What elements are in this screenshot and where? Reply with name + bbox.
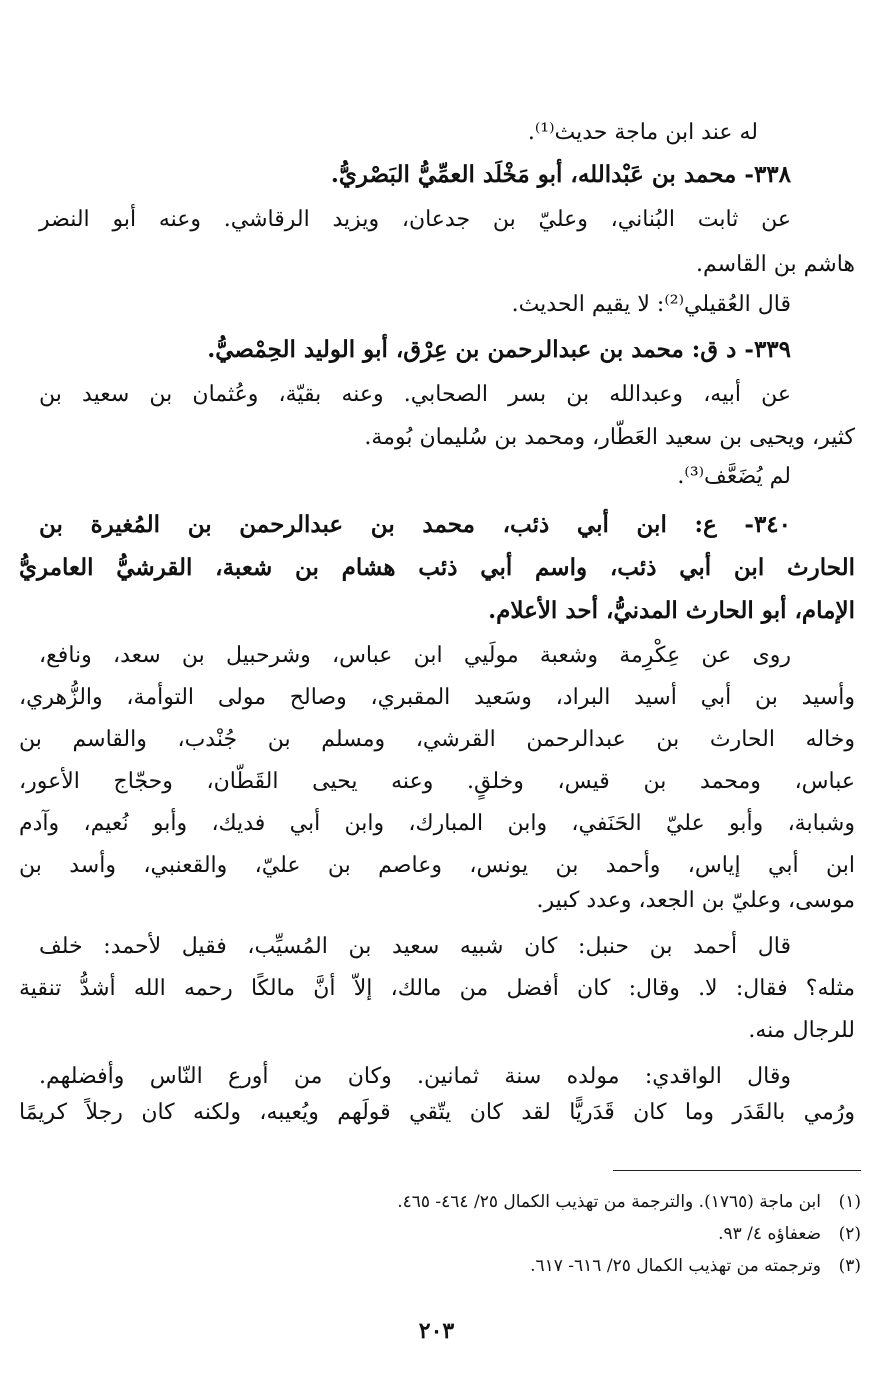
footnote-number: (٢) [838,1224,861,1244]
text-line: روى عن عِكْرِمة وشعبة مولَيي ابن عباس، وشرحبيل بن سعد، ونافع، [39,643,791,668]
text-line: قال العُقيلي⁽²⁾: لا يقيم الحديث. [511,292,791,317]
text-line: ورُمي بالقَدَر وما كان قَدَريًّا لقد كان يتّقي قولَهم ويُعيبه، ولكنه كان رجلاً كريمًا [19,1100,855,1125]
footnote-text: وترجمته من تهذيب الكمال ٢٥/ ٦١٦- ٦١٧. [530,1256,821,1276]
page-number: ٢٠٣ [418,1318,455,1344]
entry-heading-340-cont: الإمام، أبو الحارث المدنيُّ، أحد الأعلام. [488,597,855,624]
footnote-separator [613,1170,861,1171]
text-line: عباس، ومحمد بن قيس، وخلقٍ. وعنه يحيى القَطّان، وحجّاج الأعور، [19,769,855,794]
text-line: موسى، وعليّ بن الجعد، وعدد كبير. [536,888,855,913]
text-line: له عند ابن ماجة حديث⁽¹⁾. [527,120,758,145]
footnote-3 [530,1254,861,1278]
footnote-2 [718,1222,861,1246]
footnote-number: (١) [838,1192,861,1212]
text-line: ابن أبي إياس، وأحمد بن يونس، وعاصم بن عليّ، والقعنبي، وأسد بن [19,853,855,878]
text-line: لم يُضَعَّف⁽³⁾. [677,464,791,489]
entry-heading-340: ٣٤٠- ع: ابن أبي ذئب، محمد بن عبدالرحمن بن المُغيرة بن [39,511,791,538]
text-line: عن ثابت البُناني، وعليّ بن جدعان، ويزيد الرقاشي. وعنه أبو النضر [39,207,791,232]
entry-heading-340-cont: الحارث ابن أبي ذئب، واسم أبي ذئب هشام بن شعبة، القرشيُّ العامريُّ [19,554,855,581]
footnote-text: ضعفاؤه ٤/ ٩٣. [718,1224,821,1244]
text-line: هاشم بن القاسم. [696,252,855,277]
text-line: عن أبيه، وعبدالله بن بسر الصحابي. وعنه بقيّة، وعُثمان بن سعيد بن [39,382,791,407]
footnote-text: ابن ماجة (١٧٦٥). والترجمة من تهذيب الكمال ٢٥/ ٤٦٤- ٤٦٥. [397,1192,821,1212]
text-line: وخاله الحارث بن عبدالرحمن القرشي، ومسلم بن جُنْدب، والقاسم بن [19,727,855,752]
text-line: للرجال منه. [748,1018,855,1043]
text-line: وأسيد بن أبي أسيد البراد، وسَعيد المقبري، وصالح مولى التوأمة، والزُّهري، [19,685,855,710]
footnote-1 [397,1190,861,1214]
text-line: وقال الواقدي: مولده سنة ثمانين. وكان من أورع النّاس وأفضلهم. [39,1064,791,1089]
entry-heading-338: ٣٣٨- محمد بن عَبْدالله، أبو مَخْلَد العمِّيُّ البَصْريُّ. [330,161,791,188]
footnote-number: (٣) [838,1256,861,1276]
text-line: مثله؟ فقال: لا. وقال: كان أفضل من مالك، إلاّ أنَّ مالكًا رحمه الله أشدُّ تنقية [19,976,855,1001]
text-line: وشبابة، وأبو عليّ الحَنَفي، وابن المبارك، وابن أبي فديك، وأبو نُعيم، وآدم [19,811,855,836]
entry-heading-339: ٣٣٩- د ق: محمد بن عبدالرحمن بن عِرْق، أبو الوليد الحِمْصيُّ. [207,336,791,363]
text-line: كثير، ويحيى بن سعيد العَطّار، ومحمد بن سُليمان بُومة. [364,425,855,450]
text-line: قال أحمد بن حنبل: كان شبيه سعيد بن المُسيِّب، فقيل لأحمد: خلف [39,934,791,959]
